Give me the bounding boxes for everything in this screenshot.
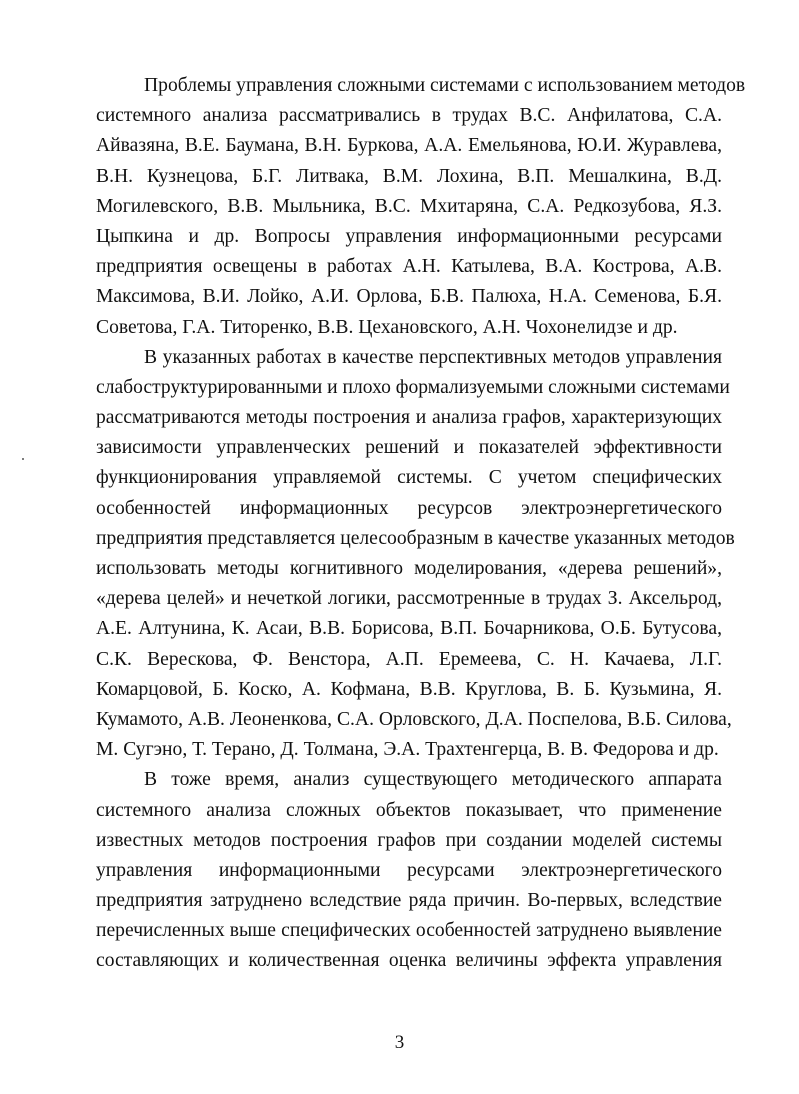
paragraph-3-line: предприятия затруднено вследствие ряда причин. Во-первых, вследствие bbox=[96, 890, 722, 912]
paragraph-1-line: Советова, Г.А. Титоренко, В.В. Цехановского, А.Н. Чохонелидзе и др. bbox=[96, 316, 678, 338]
paragraph-2-line: слабоструктурированными и плохо формализуемыми сложными системами bbox=[96, 376, 730, 398]
paragraph-2-line: использовать методы когнитивного моделирования, «дерева решений», bbox=[96, 558, 722, 579]
paragraph-2-line: А.Е. Алтунина, К. Асаи, В.В. Борисова, В.П. Бочарникова, О.Б. Бутусова, bbox=[96, 618, 722, 640]
page-number: 3 bbox=[394, 1032, 405, 1053]
paragraph-1-line: Айвазяна, В.Е. Баумана, В.Н. Буркова, А.А. Емельянова, Ю.И. Журавлева, bbox=[96, 135, 722, 157]
paragraph-2-line: В указанных работах в качестве перспективных методов управления bbox=[144, 346, 722, 368]
paragraph-2-line: «дерева целей» и нечеткой логики, рассмотренные в трудах З. Аксельрод, bbox=[96, 588, 722, 610]
paragraph-3-line: системного анализа сложных объектов показывает, что применение bbox=[96, 799, 722, 821]
paragraph-1-line: Могилевского, В.В. Мыльника, В.С. Мхитаряна, С.А. Редкозубова, Я.З. bbox=[96, 195, 722, 217]
paragraph-3-line: перечисленных выше специфических особенностей затруднено выявление bbox=[96, 920, 722, 942]
paragraph-2-line: рассматриваются методы построения и анализа графов, характеризующих bbox=[96, 407, 722, 429]
paragraph-1-line: Проблемы управления сложными системами с использованием методов bbox=[144, 75, 746, 96]
body-text bbox=[96, 71, 746, 977]
paragraph-1-line: В.Н. Кузнецова, Б.Г. Литвака, В.М. Лохина, В.П. Мешалкина, В.Д. bbox=[96, 165, 722, 187]
paragraph-3-line: известных методов построения графов при создании моделей системы bbox=[96, 829, 722, 851]
paragraph-1-line: Максимова, В.И. Лойко, А.И. Орлова, Б.В. Палюха, Н.А. Семенова, Б.Я. bbox=[96, 286, 722, 308]
paragraph-2-line: особенностей информационных ресурсов электроэнергетического bbox=[96, 497, 722, 519]
paragraph-3-line: управления информационными ресурсами электроэнергетического bbox=[96, 859, 722, 881]
paragraph-2-line: М. Сугэно, Т. Терано, Д. Толмана, Э.А. Трахтенгерца, В. В. Федорова и др. bbox=[96, 739, 719, 761]
paragraph-3-line: составляющих и количественная оценка величины эффекта управления bbox=[96, 950, 722, 972]
paragraph-2-line: С.К. Верескова, Ф. Венстора, А.П. Еремеева, С. Н. Качаева, Л.Г. bbox=[96, 648, 722, 670]
paragraph-2-line: предприятия представляется целесообразным в качестве указанных методов bbox=[96, 527, 735, 549]
paragraph-2-line: зависимости управленческих решений и показателей эффективности bbox=[96, 437, 722, 459]
paragraph-1-line: системного анализа рассматривались в трудах В.С. Анфилатова, С.А. bbox=[96, 105, 722, 127]
paragraph-1-line: Цыпкина и др. Вопросы управления информационными ресурсами bbox=[96, 225, 722, 247]
paragraph-3-line: В тоже время, анализ существующего методического аппарата bbox=[144, 769, 722, 791]
paragraph-2-line: функционирования управляемой системы. С учетом специфических bbox=[96, 467, 722, 489]
scan-speck bbox=[22, 458, 24, 460]
paragraph-2-line: Комарцовой, Б. Коско, А. Кофмана, В.В. Круглова, В. Б. Кузьмина, Я. bbox=[96, 678, 722, 700]
paragraph-1-line: предприятия освещены в работах А.Н. Катылева, В.А. Кострова, А.В. bbox=[96, 256, 722, 278]
paragraph-2-line: Кумамото, А.В. Леоненкова, С.А. Орловского, Д.А. Поспелова, В.Б. Силова, bbox=[96, 708, 732, 730]
